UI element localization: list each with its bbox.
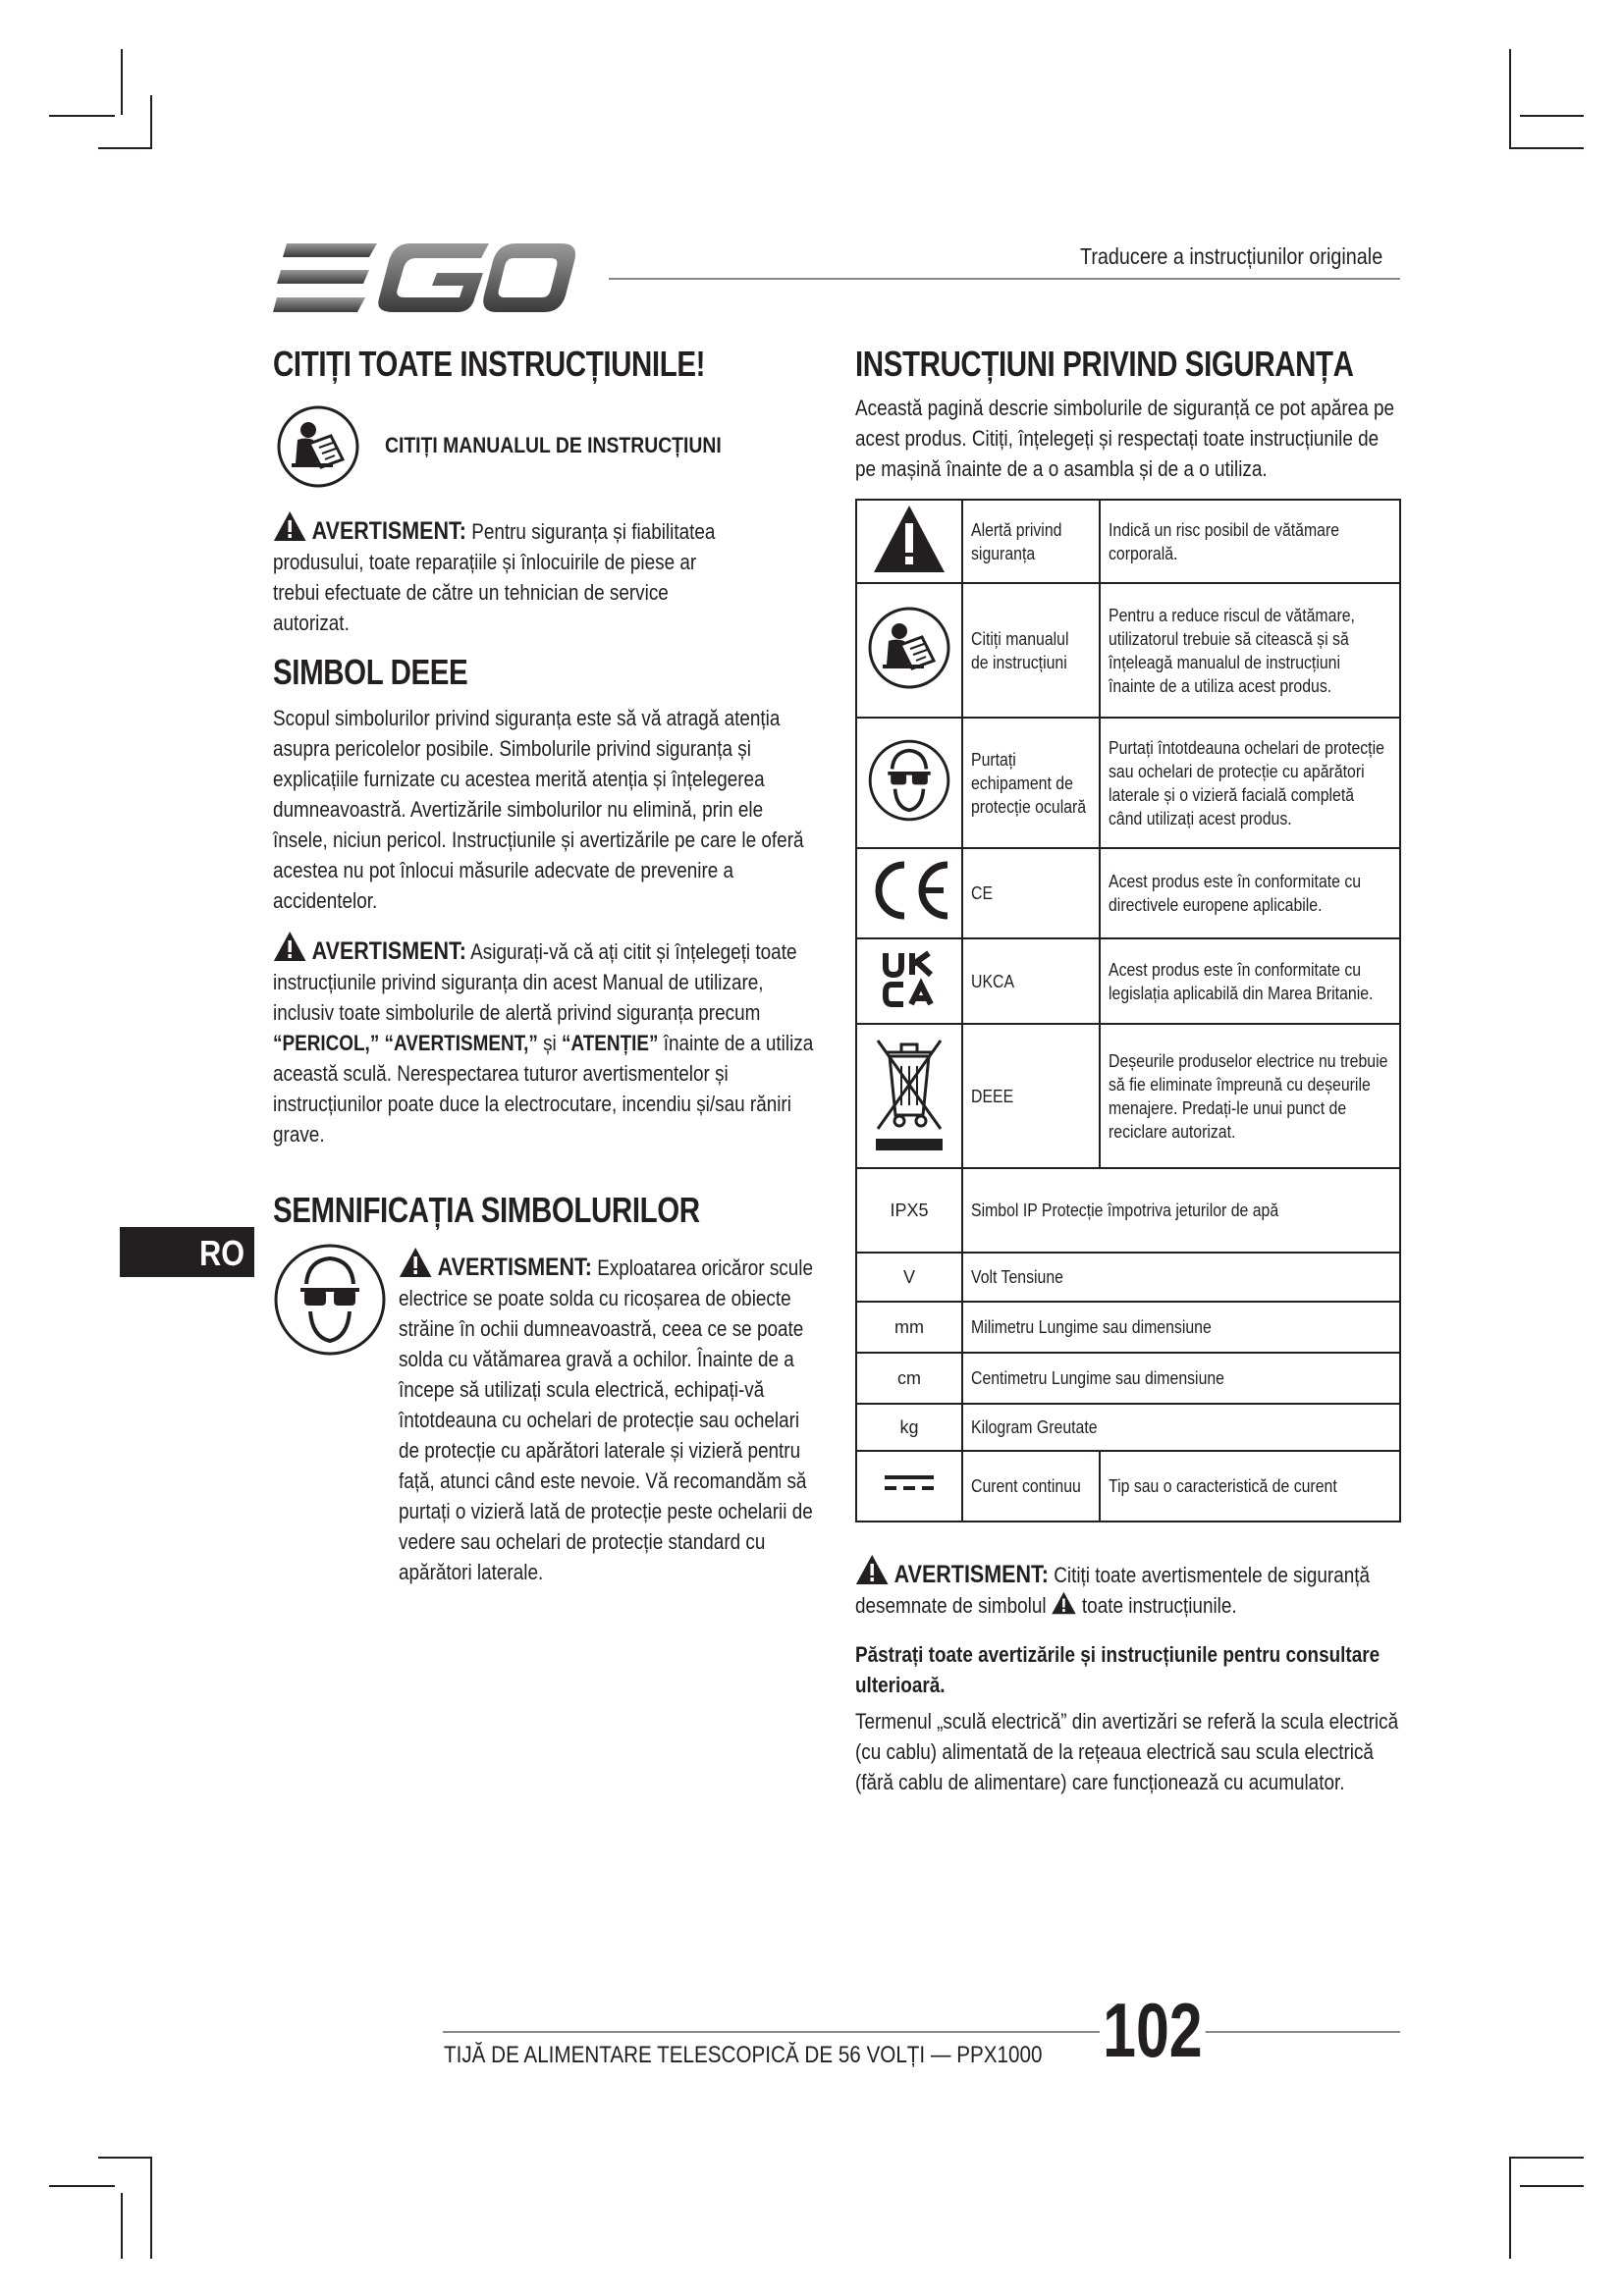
table-row bbox=[856, 1353, 1400, 1404]
warning-text-a: Asigurați-vă că ați citit și înțelegeți toate instrucțiunile privind siguranța din acest Manual de utilizare, inclusiv toate simbolurile de alertă privind siguranța precum bbox=[273, 939, 797, 1025]
table-row bbox=[856, 1404, 1400, 1451]
read-all-heading: CITIȚI TOATE INSTRUCȚIUNILE! bbox=[273, 344, 706, 384]
weee-paragraph: Scopul simbolurilor privind siguranța este să vă atragă atenția asupra pericolelor posibile. Simbolurile privind siguranța și explicațiile furnizate cu acestea merită atenția și înțelegerea dumneavoastră. Avertizările simbolurilor nu elimină, prin ele însele, niciun pericol. Instrucțiunile și avertizările pe care le oferă acestea nu pot înlocui măsurile adecvate de prevenire a accidentelor. bbox=[273, 706, 804, 913]
unit-name: Kilogram bbox=[971, 1417, 1033, 1437]
symbol-desc: Acest produs este în conformitate cu directivele europene aplicabile. bbox=[1109, 872, 1362, 915]
weee-heading: SIMBOL DEEE bbox=[273, 652, 468, 692]
unit-meaning bbox=[971, 1415, 1389, 1439]
ego-logo bbox=[273, 241, 577, 314]
language-tab bbox=[120, 1227, 254, 1277]
warning-label: AVERTISMENT: bbox=[893, 1561, 1049, 1588]
safety-alert-icon bbox=[872, 504, 947, 574]
warning-all-symbols bbox=[855, 1554, 1395, 1621]
danger-term: “PERICOL,” bbox=[273, 1031, 380, 1055]
unit-code: mm bbox=[894, 1317, 924, 1337]
table-row bbox=[856, 1302, 1400, 1353]
table-row bbox=[856, 848, 1400, 938]
warning-label: AVERTISMENT: bbox=[437, 1254, 592, 1281]
footer-rule bbox=[443, 2031, 1400, 2033]
footer-product: TIJĂ DE ALIMENTARE TELESCOPICĂ DE 56 VOLȚI — PPX1000 bbox=[444, 2042, 1043, 2068]
power-tool-definition: Termenul „sculă electrică” din avertizări se referă la scula electrică (cu cablu) alimentată de la rețeaua electrică sau scula electrică (fără cablu de alimentare) care funcționează cu acumulator. bbox=[855, 1709, 1399, 1794]
unit-name: Milimetru bbox=[971, 1317, 1035, 1337]
table-row bbox=[856, 583, 1400, 718]
unit-code: V bbox=[902, 1267, 915, 1287]
unit-desc: Tensiune bbox=[1001, 1267, 1063, 1287]
unit-meaning bbox=[971, 1366, 1389, 1390]
unit-desc: Lungime sau dimensiune bbox=[1038, 1317, 1212, 1337]
ce-mark-icon bbox=[865, 859, 953, 922]
unit-code: IPX5 bbox=[890, 1201, 929, 1220]
unit-desc: Greutate bbox=[1036, 1417, 1098, 1437]
symbol-name: Alertă privind siguranța bbox=[971, 519, 1062, 563]
table-row bbox=[856, 718, 1400, 848]
symbol-desc: Purtați întotdeauna ochelari de protecție sau ochelari de protecție cu apărători laterale și o vizieră facială completă când utilizați acest produs. bbox=[1109, 737, 1384, 828]
eye-protection-icon bbox=[273, 1243, 387, 1362]
table-row bbox=[856, 500, 1400, 583]
page-number: 102 bbox=[1100, 1991, 1206, 2069]
safety-intro: Această pagină descrie simbolurile de siguranță ce pot apărea pe acest produs. Citiți, înțelegeți și respectați toate instrucțiunile de pe mașină înainte de a o asambla și de a o utiliza. bbox=[855, 396, 1395, 481]
table-row bbox=[856, 938, 1400, 1024]
warning-text: Exploatarea oricăror scule electrice se poate solda cu ricoșarea de obiecte străine în ochii dumneavoastră, ceea ce se poate solda cu vătămarea gravă a ochilor. Înainte de a începe să utilizați scula electrică, echipați-vă întotdeauna cu ochelari de protecție sau ochelari de protecție cu apărători laterale și vizieră pentru față, atunci când este nevoie. Vă recomandăm să purtați o vizieră lată de protecție peste ochelarii de vedere sau ochelari de protecție standard cu apărători laterale. bbox=[399, 1255, 814, 1584]
unit-meaning bbox=[971, 1315, 1389, 1339]
symbol-name: Curent continuu bbox=[971, 1476, 1081, 1496]
unit-code: kg bbox=[899, 1417, 919, 1437]
table-row bbox=[856, 1168, 1400, 1253]
table-row bbox=[856, 1024, 1400, 1168]
symbol-name: Purtați echipament de protecție oculară bbox=[971, 749, 1087, 817]
unit-code: cm bbox=[897, 1368, 921, 1388]
language-code: RO bbox=[199, 1233, 244, 1273]
warning-repairs bbox=[273, 510, 746, 638]
symbol-name: CE bbox=[971, 883, 994, 903]
header-rule bbox=[609, 278, 1400, 280]
read-manual-icon bbox=[867, 606, 951, 690]
unit-meaning bbox=[971, 1265, 1389, 1289]
unit-desc: Lungime sau dimensiune bbox=[1051, 1368, 1225, 1388]
warning-triangle-icon bbox=[855, 1554, 889, 1585]
warning-text-b: toate instrucțiunile. bbox=[1081, 1593, 1237, 1618]
header-subtitle: Traducere a instrucțiunilor originale bbox=[1080, 243, 1383, 269]
warning-term: “AVERTISMENT,” bbox=[384, 1031, 538, 1055]
symbol-desc: Tip sau o caracteristică de curent bbox=[1109, 1476, 1337, 1496]
unit-name: Simbol IP bbox=[971, 1201, 1038, 1220]
symbol-name: UKCA bbox=[971, 971, 1015, 991]
symbol-desc: Pentru a reduce riscul de vătămare, utilizatorul trebuie să citească și să înțeleagă manualul de instrucțiuni înainte de a utiliza acest produs. bbox=[1109, 605, 1355, 696]
weee-bin-icon bbox=[872, 1031, 947, 1156]
warning-label: AVERTISMENT: bbox=[311, 937, 466, 965]
safety-instructions-heading: INSTRUCȚIUNI PRIVIND SIGURANȚA bbox=[855, 344, 1354, 384]
warning-text: Pentru siguranța și fiabilitatea produsului, toate reparațiile și înlocuirile de piese ar trebui efectuate de către un tehnician de service autorizat. bbox=[273, 519, 716, 635]
unit-desc: Protecție împotriva jeturilor de apă bbox=[1041, 1201, 1279, 1220]
warning-triangle-icon bbox=[1052, 1590, 1077, 1616]
read-manual-label: CITIȚI MANUALUL DE INSTRUCȚIUNI bbox=[385, 433, 722, 457]
unit-name: Volt bbox=[971, 1267, 998, 1287]
direct-current-icon bbox=[885, 1473, 934, 1493]
warning-eye-protection bbox=[399, 1247, 825, 1587]
keep-instructions-note: Păstrați toate avertizările și instrucțiunile pentru consultare ulterioară. bbox=[855, 1642, 1380, 1697]
warning-triangle-icon bbox=[273, 931, 306, 962]
warning-triangle-icon bbox=[399, 1247, 432, 1278]
table-row bbox=[856, 1253, 1400, 1302]
ukca-mark-icon bbox=[880, 949, 939, 1008]
caution-term: “ATENȚIE” bbox=[562, 1031, 659, 1055]
symbols-table bbox=[855, 499, 1401, 1522]
and-word: și bbox=[543, 1031, 557, 1055]
warning-label: AVERTISMENT: bbox=[311, 517, 466, 545]
eye-protection-icon bbox=[868, 739, 950, 822]
warning-text-a: Citiți toate avertismentele de siguranță desemnate de simbolul bbox=[855, 1563, 1371, 1618]
symbol-desc: Indică un risc posibil de vătămare corporală. bbox=[1109, 519, 1340, 563]
warning-text-b: înainte de a utiliza această sculă. Nerespectarea tuturor avertismentelor și instrucțiunilor poate duce la electrocutare, incendiu și/sau răniri grave. bbox=[273, 1031, 814, 1147]
read-manual-icon bbox=[276, 404, 360, 494]
symbol-name: Citiți manualul de instrucțiuni bbox=[971, 628, 1069, 672]
unit-meaning bbox=[971, 1199, 1389, 1222]
warning-read-instructions bbox=[273, 931, 818, 1149]
table-row bbox=[856, 1451, 1400, 1522]
symbol-desc: Acest produs este în conformitate cu legislația aplicabilă din Marea Britanie. bbox=[1109, 959, 1374, 1003]
symbol-name: DEEE bbox=[971, 1086, 1014, 1106]
warning-triangle-icon bbox=[273, 510, 306, 542]
symbol-desc: Deșeurile produselor electrice nu trebuie să fie eliminate împreună cu deșeurile menajere. Predați-le unui punct de reciclare autorizat. bbox=[1109, 1050, 1388, 1142]
unit-name: Centimetru bbox=[971, 1368, 1048, 1388]
symbols-meaning-heading: SEMNIFICAȚIA SIMBOLURILOR bbox=[273, 1190, 700, 1230]
